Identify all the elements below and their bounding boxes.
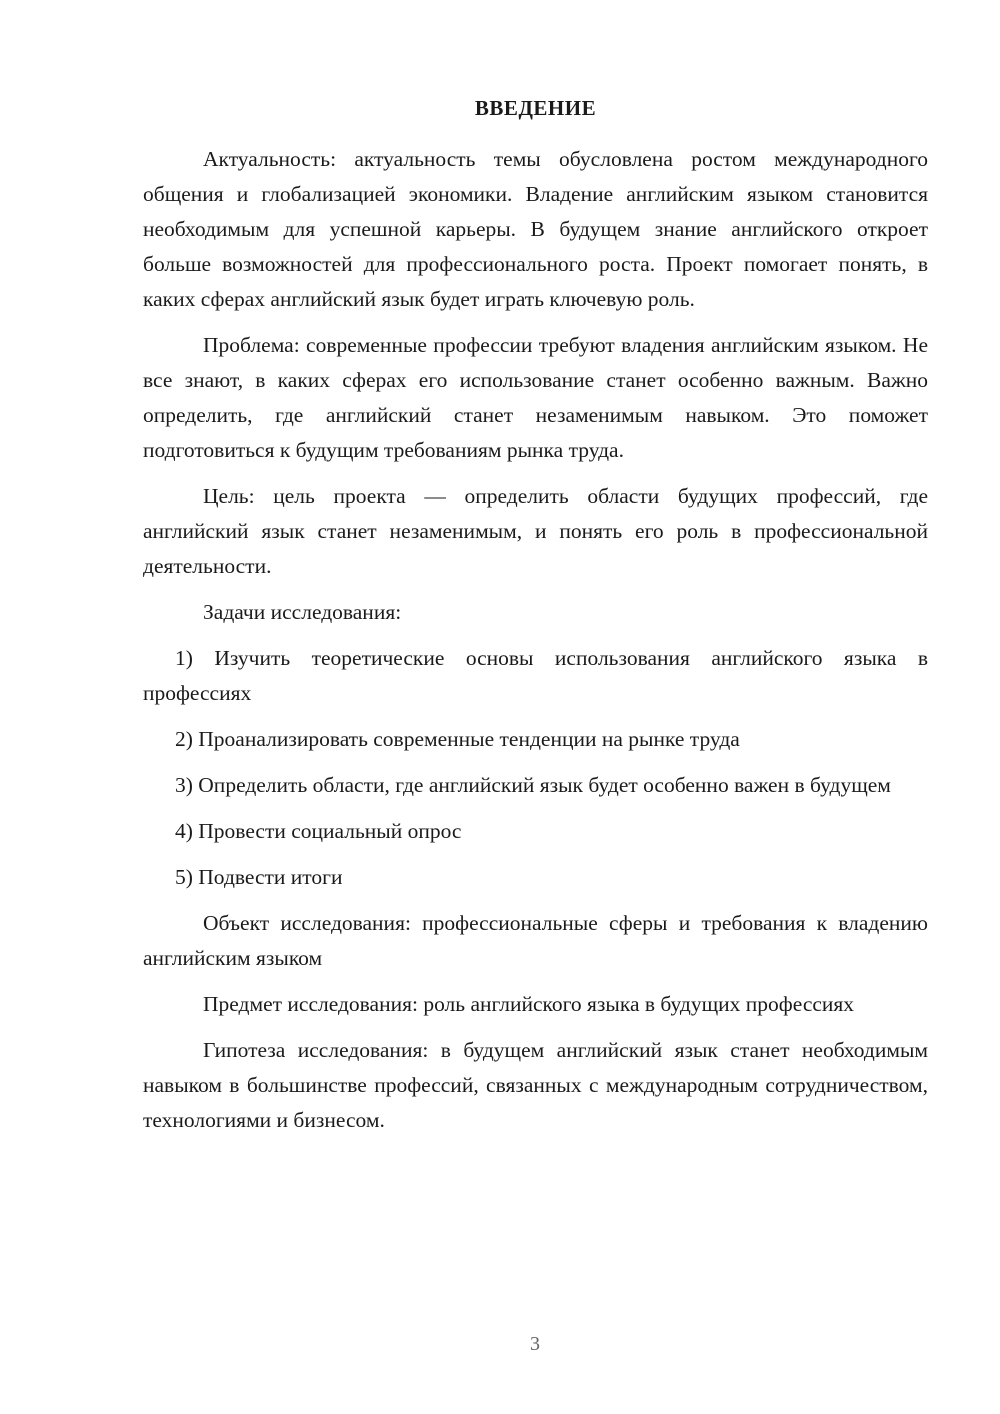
task-item: 3) Определить области, где английский язык будет особенно важен в будущем: [175, 773, 891, 797]
task-item: 4) Провести социальный опрос: [175, 819, 462, 843]
task-item: 2) Проанализировать современные тенденции на рынке труда: [175, 727, 740, 751]
hypothesis-paragraph: Гипотеза исследования: в будущем английский язык станет необходимым навыком в большинстве профессий, связанных с международным сотрудничеством, технологиями и бизнесом.: [143, 1038, 928, 1132]
tasks-heading: Задачи исследования:: [203, 600, 402, 624]
goal-paragraph: Цель: цель проекта — определить области будущих профессий, где английский язык станет незаменимым, и понять его роль в профессиональной деятельности.: [143, 484, 928, 578]
document-body: [143, 142, 928, 1138]
page-number: 3: [530, 1333, 540, 1355]
subject-paragraph: Предмет исследования: роль английского языка в будущих профессиях: [203, 992, 855, 1016]
relevance-paragraph: Актуальность: актуальность темы обусловлена ростом международного общения и глобализацией экономики. Владение английским языком становится необходимым для успешной карьеры. В будущем знание английского откроет больше возможностей для профессионального роста. Проект помогает понять, в каких сферах английский язык будет играть ключевую роль.: [143, 147, 928, 311]
page-title: ВВЕДЕНИЕ: [474, 96, 597, 120]
object-paragraph: Объект исследования: профессиональные сферы и требования к владению английским языком: [143, 911, 928, 970]
problem-paragraph: Проблема: современные профессии требуют владения английским языком. Не все знают, в каких сферах его использование станет особенно важным. Важно определить, где английский станет незаменимым навыком. Это поможет подготовиться к будущим требованиям рынка труда.: [143, 333, 928, 462]
task-item: 1) Изучить теоретические основы использования английского языка в профессиях: [143, 646, 928, 705]
task-item: 5) Подвести итоги: [175, 865, 343, 889]
